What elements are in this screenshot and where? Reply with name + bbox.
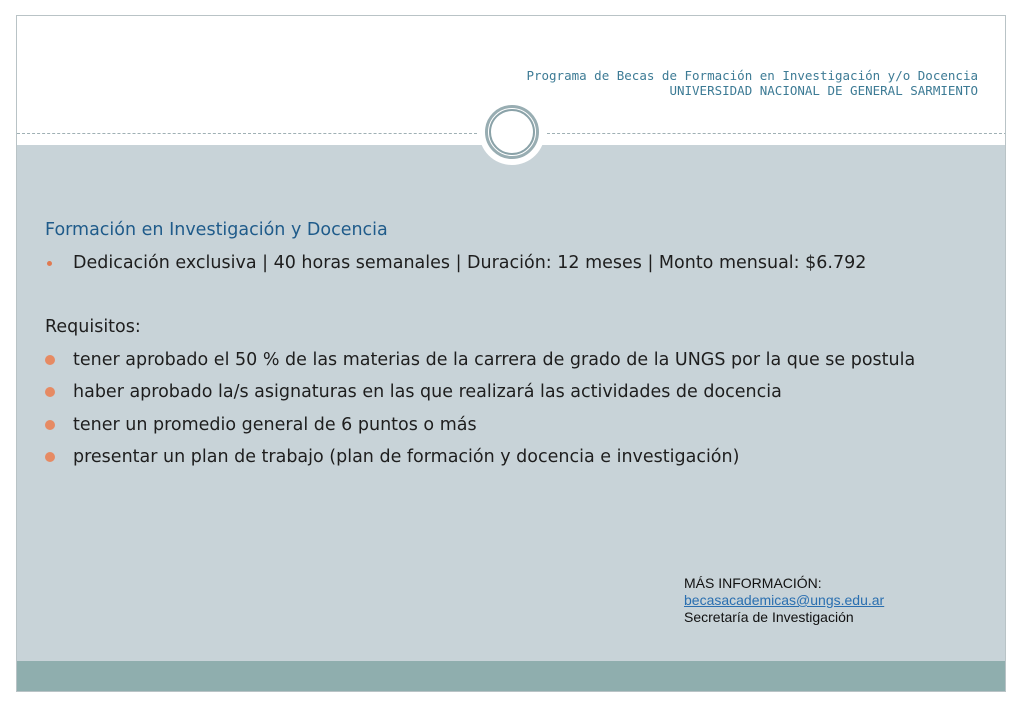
requirements-title: Requisitos: [45, 317, 141, 337]
ornament-inner-ring [489, 109, 535, 155]
header-divider-left [17, 133, 477, 134]
info-label: MÁS INFORMACIÓN: [684, 575, 822, 591]
program-title: Programa de Becas de Formación en Investigación y/o Docencia [526, 68, 978, 83]
circle-ornament-icon [479, 99, 545, 165]
email-link[interactable]: becasacademicas@ungs.edu.ar [684, 592, 885, 608]
contact-info [684, 575, 884, 626]
header-text [526, 68, 978, 98]
content-text [45, 214, 975, 474]
office-name: Secretaría de Investigación [684, 609, 854, 625]
footer-bar [17, 661, 1005, 692]
requirement-item: tener un promedio general de 6 puntos o más [45, 409, 975, 442]
requirement-item: tener aprobado el 50 % de las materias de la carrera de grado de la UNGS por la que se postula [45, 344, 975, 377]
university-name: UNIVERSIDAD NACIONAL DE GENERAL SARMIENTO [669, 83, 978, 98]
section-title: Formación en Investigación y Docencia [45, 220, 388, 240]
summary-item: Dedicación exclusiva | 40 horas semanales | Duración: 12 meses | Monto mensual: $6.792 [45, 247, 975, 280]
header-divider-right [547, 133, 1006, 134]
requirement-item: haber aprobado la/s asignaturas en las que realizará las actividades de docencia [45, 376, 975, 409]
requirement-item: presentar un plan de trabajo (plan de formación y docencia e investigación) [45, 441, 975, 474]
spacer [45, 279, 975, 311]
